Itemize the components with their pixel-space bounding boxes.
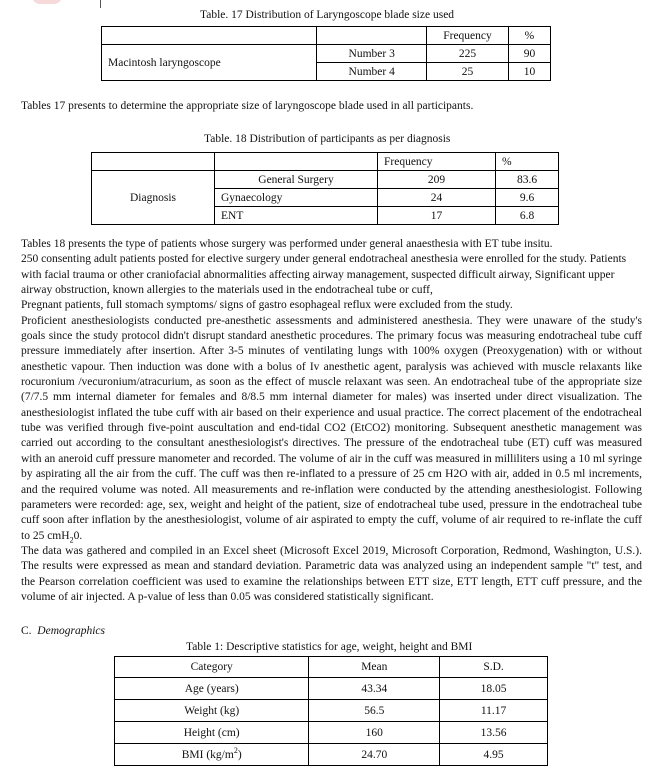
body-paragraph-text: Proficient anesthesiologists conducted pre-anesthetic assessments and administered anesthesia. They were unaware of the study's goals since the study protocol didn't disrupt standard anesthetic procedures. The primary focus was measuring endotracheal tube cuff pressure immediately after insertion. After 3-5 minutes of ventilating lungs with 100% oxygen (Preoxygenation) with or without anesthetic vapour. Then induction was done with a bolus of Iv anesthetic agent, paralysis was achieved with muscle relaxants like rocuronium /vecuronium/atracurium, as soon as the effect of muscle relaxant was seen. An endotracheal tube of the appropriate size (7/7.5 mm internal diameter for females and 8/8.5 mm internal diameter for males) was inserted under direct visualization. The anesthesiologist inflated the tube cuff with air based on their experience and usual practice. The correct placement of the endotracheal tube was verified through five-point auscultation and end-tidal CO2 (EtCO2) monitoring. Subsequent anesthetic management was carried out according to the consultant anesthesiologist's directives. The pressure of the endotracheal tube (ET) cuff was measured with an aneroid cuff pressure manometer and recorded. The volume of air in the cuff was measured in milliliters using a 10 ml syringe by aspirating all the air from the cuff. The cuff was then re-inflated to a pressure of 25 cm H2O with air, added in 0.5 ml increments, and the required volume was noted. All measurements and re-inflation were conducted by the attending anesthesiologist. Following parameters were recorded: age, sex, weight and height of the patient, size of endotracheal tube used, pressure in the endotracheal tube cuff soon after inflation by the anesthesiologist, volume of air aspirated to empty the cuff, volume of air required to re-inflate the cuff to 25 cmH (21, 314, 642, 542)
table17-header-percent: % (508, 27, 550, 45)
table17-header-empty2 (317, 27, 427, 45)
section-title: Demographics (37, 625, 106, 637)
table1-cell-mean: 43.34 (309, 678, 440, 700)
table17-cell-frequency: 25 (427, 63, 509, 81)
table18-header-frequency: Frequency (378, 153, 496, 171)
table18-cell-percent: 9.6 (496, 189, 559, 207)
table18-cell-frequency: 17 (378, 207, 496, 225)
table1-header-sd: S.D. (440, 657, 548, 678)
table18-header-percent: % (496, 153, 559, 171)
table18-caption: Table. 18 Distribution of participants as per diagnosis (204, 133, 451, 145)
table1-cell-category: Height (cm) (115, 722, 309, 744)
table18 (91, 152, 559, 225)
table18-header-empty1 (92, 153, 215, 171)
table18-cell-label: General Surgery (215, 171, 378, 189)
table18-cell-percent: 83.6 (496, 171, 559, 189)
table1-cell-category: Weight (kg) (115, 700, 309, 722)
table1-header-category: Category (115, 657, 309, 678)
paragraph-table17: Tables 17 presents to determine the appropriate size of laryngoscope blade used in all participants. (21, 100, 474, 112)
body-text (21, 237, 642, 605)
table1 (114, 656, 548, 766)
table1-header-mean: Mean (309, 657, 440, 678)
body-paragraph (21, 314, 642, 544)
bmi-label-end: ) (237, 748, 242, 761)
body-paragraph: Pregnant patients, full stomach symptoms/ signs of gastro esophageal reflux were excluded from the study. (21, 299, 513, 312)
table1-cell-sd: 13.56 (440, 722, 548, 744)
table18-cell-frequency: 209 (378, 171, 496, 189)
table17-cell-label: Number 4 (317, 63, 427, 81)
table1-cell-mean: 160 (309, 722, 440, 744)
table1-cell-category (115, 744, 309, 766)
body-paragraph: The data was gathered and compiled in an Excel sheet (Microsoft Excel 2019, Microsoft Corporation, Redmond, Washington, U.S.). The results were expressed as mean and standard deviation. Parametric data was analyzed using an independent sample "t" test, and the Pearson correlation coefficient was used to examine the relationships between ETT size, ETT length, ETT cuff pressure, and the volume of air injected. A p-value of less than 0.05 was considered statistically significant. (21, 544, 642, 603)
section-number: C. (21, 625, 32, 637)
table18-cell-label: ENT (215, 207, 378, 225)
decorative-blob (32, 0, 62, 4)
table1-cell-category: Age (years) (115, 678, 309, 700)
subscript: 2 (69, 534, 74, 544)
table17-header-empty1 (102, 27, 317, 45)
table18-header-empty2 (215, 153, 378, 171)
table18-cell-label: Gynaecology (215, 189, 378, 207)
table18-cell-percent: 6.8 (496, 207, 559, 225)
table17-cell-label: Number 3 (317, 45, 427, 63)
table1-cell-sd: 18.05 (440, 678, 548, 700)
table17-cell-frequency: 225 (427, 45, 509, 63)
table17 (101, 26, 551, 81)
table1-cell-sd: 4.95 (440, 744, 548, 766)
bmi-label: BMI (kg/m (181, 748, 234, 761)
table1-cell-sd: 11.17 (440, 700, 548, 722)
table17-cell-percent: 90 (508, 45, 550, 63)
table1-cell-mean: 24.70 (309, 744, 440, 766)
body-paragraph-end: 0. (73, 529, 83, 542)
table17-header-frequency: Frequency (427, 27, 509, 45)
section-heading (21, 625, 105, 637)
body-paragraph: Tables 18 presents the type of patients whose surgery was performed under general anaesthesia with ET tube insitu. (21, 238, 553, 250)
body-paragraph: 250 consenting adult patients posted for elective surgery under general endotracheal anesthesia were enrolled for the study. Patients with facial trauma or other craniofacial abnormalities affecting airway management, suspected difficult airway, Significant upper airway obstruction, known allergies to the materials used in the endotracheal tube or cuff, (21, 253, 627, 297)
superscript: 2 (233, 745, 238, 755)
table17-row-label: Macintosh laryngoscope (102, 45, 317, 81)
table18-row-label: Diagnosis (92, 171, 215, 225)
table17-caption: Table. 17 Distribution of Laryngoscope blade size used (200, 9, 455, 21)
page-edge-line (100, 0, 101, 8)
table1-caption: Table 1: Descriptive statistics for age, weight, height and BMI (186, 641, 473, 653)
table1-cell-mean: 56.5 (309, 700, 440, 722)
table17-cell-percent: 10 (508, 63, 550, 81)
table18-cell-frequency: 24 (378, 189, 496, 207)
